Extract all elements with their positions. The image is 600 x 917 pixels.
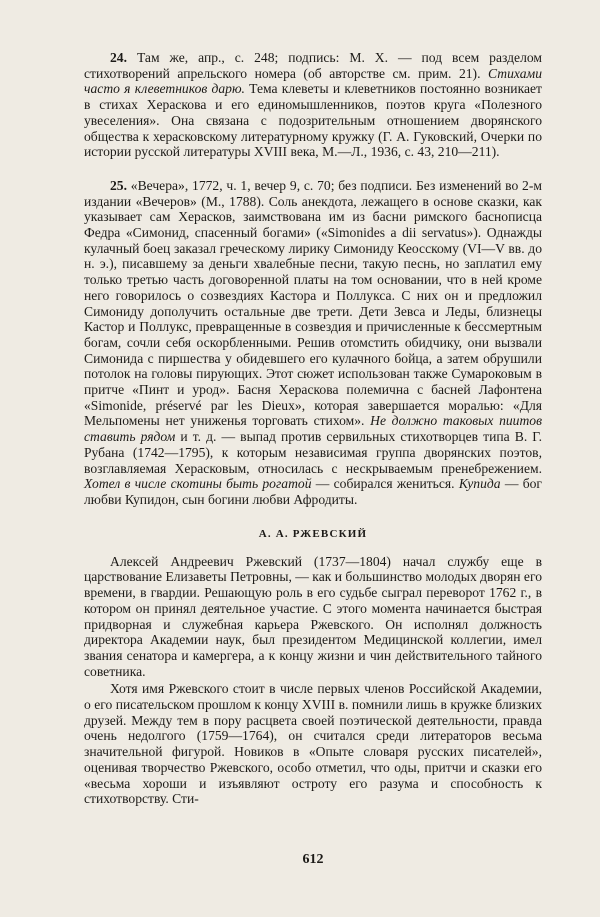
- section-heading: А. А. РЖЕВСКИЙ: [258, 527, 368, 540]
- note-text: — бог любви Купидон, сын богини любви Афродиты.: [84, 476, 542, 507]
- body-paragraph: Алексей Андреевич Ржевский (1737—1804) начал службу еще в царствование Елизаветы Петровны, — как и большинство молодых дворян его времени, в гвардии. Решающую роль в его судьбе сыграл переворот 1762 г., в котором он принял деятельное участие. С этого момента начинается быстрая придворная и служебная карьера Ржевского. Он исполнял должность директора Академии наук, был президентом Медицинской коллегии, имел звания сенатора и камергера, а к концу жизни и чин действительного тайного советника.: [84, 553, 542, 679]
- italic-quote: Хотел в числе скотины быть рогатой: [84, 476, 312, 492]
- note-text: Там же, апр., с. 248; подпись: М. X. — под всем разделом стихотворений апрельского номера (об авторстве см. прим. 21).: [84, 50, 542, 81]
- footnote-24: [84, 50, 542, 160]
- italic-quote: Стихами часто я клеветников дарю.: [84, 65, 542, 97]
- note-text: «Вечера», 1772, ч. 1, вечер 9, с. 70; без подписи. Без изменений во 2-м издании «Вечеров» (М., 1788). Соль анекдота, лежащего в основе сказки, как указывает сам Херасков, заимствована им из басни римского баснописца Федра «Симонид, спасенный богами» («Simonides a dii servatus»). Однажды кулачный боец заказал греческому лирику Симониду Кеосскому (VI—V вв. до н. э.), писавшему за деньги хвалебные песни, такую песнь, но заплатил ему только третью часть договоренной платы на том основании, что в ней кроме него говорилось о созвездиях Кастора и Поллукса. С них он и предложил Симониду дополучить остальные две трети. Дети Зевса и Леды, близнецы Кастор и Поллукс, превращенные в созвездия и причисленные к бессмертным богам, сочли себя оскорбленными. Решив отомстить обидчику, они вызвали Симонида с пиршества у обидевшего его кулачного бойца, а затем обрушили потолок на головы пирующих. Этот сюжет использован также Сумароковым в притче «Пинт и урод». Басня Хераскова полемична с басней Лафонтена «Simonide, préservé par les Dieux», которая завершается моралью: «Для Мельпомены нет униженья торговать стихом».: [84, 177, 542, 429]
- footnote-number: 25.: [110, 177, 127, 193]
- body-paragraph: Хотя имя Ржевского стоит в числе первых членов Российской Академии, о его писательском прошлом к концу XVIII в. помнили лишь в кружке близких друзей. Между тем в пору расцвета своей поэтической деятельности, правда очень недолгого (1759—1764), он считался среди литераторов весьма значительной фигурой. Новиков в «Опыте словаря русских писателей», оценивая творчество Ржевского, особо отметил, что оды, притчи и сказки его «весьма хороши и изъявляют остроту его разума и способность к стихотворству. Сти-: [84, 681, 542, 807]
- note-text: Тема клеветы и клеветников постоянно возникает в стихах Хераскова и его единомышленников, поэтов круга «Полезного увеселения». Она связана с подозрительным отношением дворянского общества к херасковскому литературному кружку (Г. А. Гуковский, Очерки по истории русской литературы XVIII века, М.—Л., 1936, с. 43, 210—211).: [84, 81, 542, 160]
- note-text: — собирался жениться.: [311, 476, 459, 492]
- italic-quote: Купида: [458, 476, 501, 492]
- footnote-25: [84, 178, 542, 508]
- footnote-number: 24.: [110, 50, 127, 65]
- italic-quote: Не должно таковых пиитов ставить рядом: [84, 413, 542, 445]
- page-number: 612: [302, 852, 324, 867]
- note-text: и т. д. — выпад против сервильных стихотворцев типа В. Г. Рубана (1742—1795), к которым незавиcимая группа дворянских поэтов, возглавляемая Херасковым, относилась с нескрываемым пренебрежением.: [84, 429, 543, 476]
